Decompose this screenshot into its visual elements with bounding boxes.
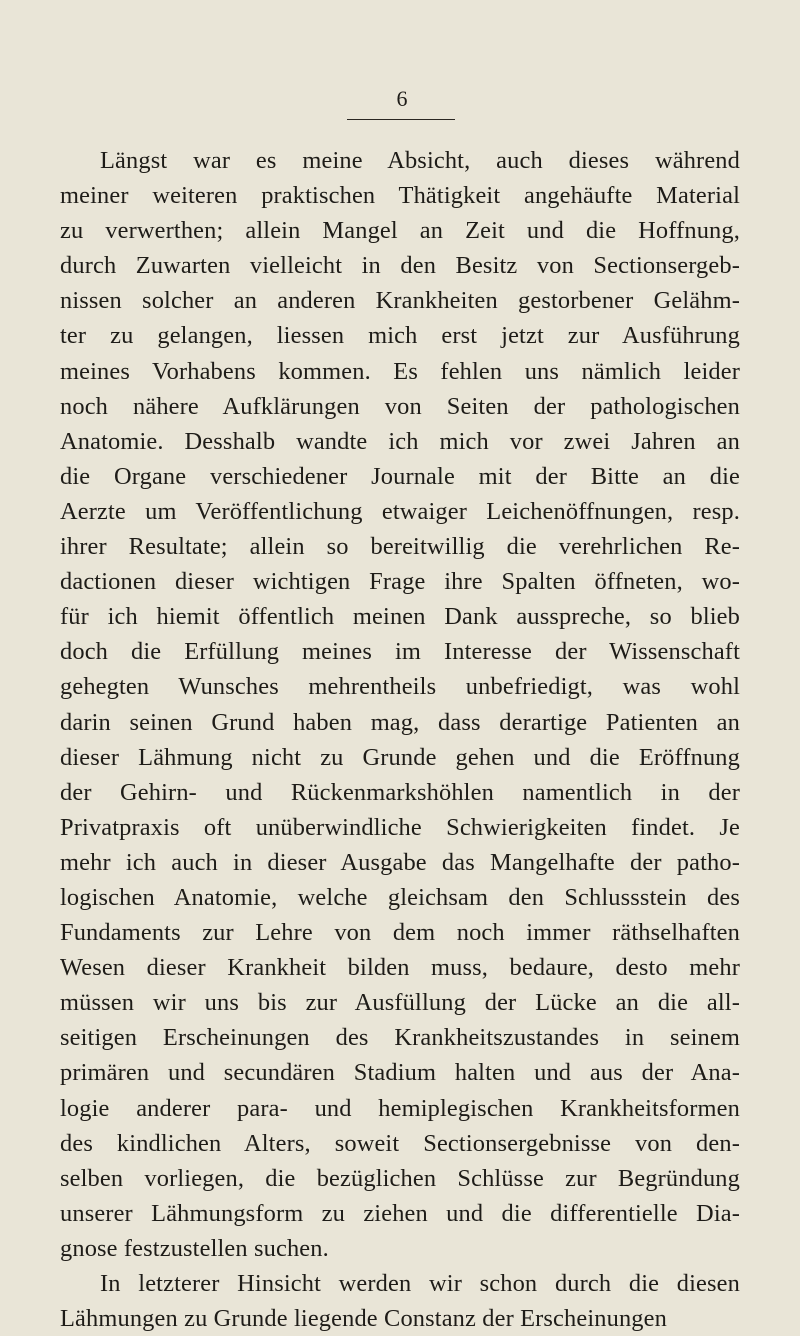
text-line: Anatomie. Desshalb wandte ich mich vor zwei Jahren an — [60, 427, 740, 455]
text-line: müssen wir uns bis zur Ausfüllung der Lücke an die all- — [60, 989, 740, 1017]
text-line: Lähmungen zu Grunde liegende Constanz der Erscheinungen — [60, 1305, 667, 1333]
page-number: 6 — [396, 86, 408, 111]
text-line: logischen Anatomie, welche gleichsam den Schlussstein des — [60, 883, 740, 911]
text-line: für ich hiemit öffentlich meinen Dank ausspreche, so blieb — [60, 603, 740, 631]
text-line: selben vorliegen, die bezüglichen Schlüsse zur Begründung — [60, 1164, 740, 1192]
header-rule — [347, 119, 455, 120]
text-line: ter zu gelangen, liessen mich erst jetzt zur Ausführung — [60, 322, 740, 350]
text-line: gehegten Wunsches mehrentheils unbefriedigt, was wohl — [60, 673, 740, 701]
text-line: logie anderer para- und hemiplegischen Krankheitsformen — [60, 1094, 740, 1122]
text-line: unserer Lähmungsform zu ziehen und die differentielle Dia- — [60, 1199, 740, 1227]
text-line: die Organe verschiedener Journale mit der Bitte an die — [60, 462, 740, 490]
text-line: zu verwerthen; allein Mangel an Zeit und die Hoffnung, — [60, 217, 740, 245]
text-line: noch nähere Aufklärungen von Seiten der pathologischen — [60, 392, 740, 420]
text-line: meiner weiteren praktischen Thätigkeit angehäufte Material — [60, 182, 740, 210]
text-line: doch die Erfüllung meines im Interesse der Wissenschaft — [60, 638, 740, 666]
text-line: gnose festzustellen suchen. — [60, 1234, 329, 1262]
text-line: des kindlichen Alters, soweit Sectionsergebnisse von den- — [60, 1129, 740, 1157]
text-line: Aerzte um Veröffentlichung etwaiger Leichenöffnungen, resp. — [60, 497, 740, 525]
text-line: mehr ich auch in dieser Ausgabe das Mangelhafte der patho- — [60, 848, 740, 876]
text-line: Fundaments zur Lehre von dem noch immer räthselhaften — [60, 919, 740, 947]
text-line: primären und secundären Stadium halten und aus der Ana- — [60, 1059, 740, 1087]
text-line: In letzterer Hinsicht werden wir schon durch die diesen — [100, 1270, 740, 1297]
body-text — [60, 143, 740, 1336]
text-line: nissen solcher an anderen Krankheiten gestorbener Gelähm- — [60, 287, 740, 315]
text-line: Längst war es meine Absicht, auch dieses während — [100, 147, 740, 174]
text-line: darin seinen Grund haben mag, dass derartige Patienten an — [60, 708, 740, 736]
text-line: seitigen Erscheinungen des Krankheitszustandes in seinem — [60, 1024, 740, 1052]
text-line: Wesen dieser Krankheit bilden muss, bedaure, desto mehr — [60, 954, 740, 982]
text-line: dieser Lähmung nicht zu Grunde gehen und die Eröffnung — [60, 743, 740, 771]
text-line: der Gehirn- und Rückenmarkshöhlen namentlich in der — [60, 778, 740, 806]
text-line: meines Vorhabens kommen. Es fehlen uns nämlich leider — [60, 357, 740, 385]
text-line: ihrer Resultate; allein so bereitwillig die verehrlichen Re- — [60, 533, 740, 561]
text-line: dactionen dieser wichtigen Frage ihre Spalten öffneten, wo- — [60, 568, 740, 596]
text-line: durch Zuwarten vielleicht in den Besitz von Sectionsergeb- — [60, 252, 740, 280]
text-line: Privatpraxis oft unüberwindliche Schwierigkeiten findet. Je — [60, 813, 740, 841]
